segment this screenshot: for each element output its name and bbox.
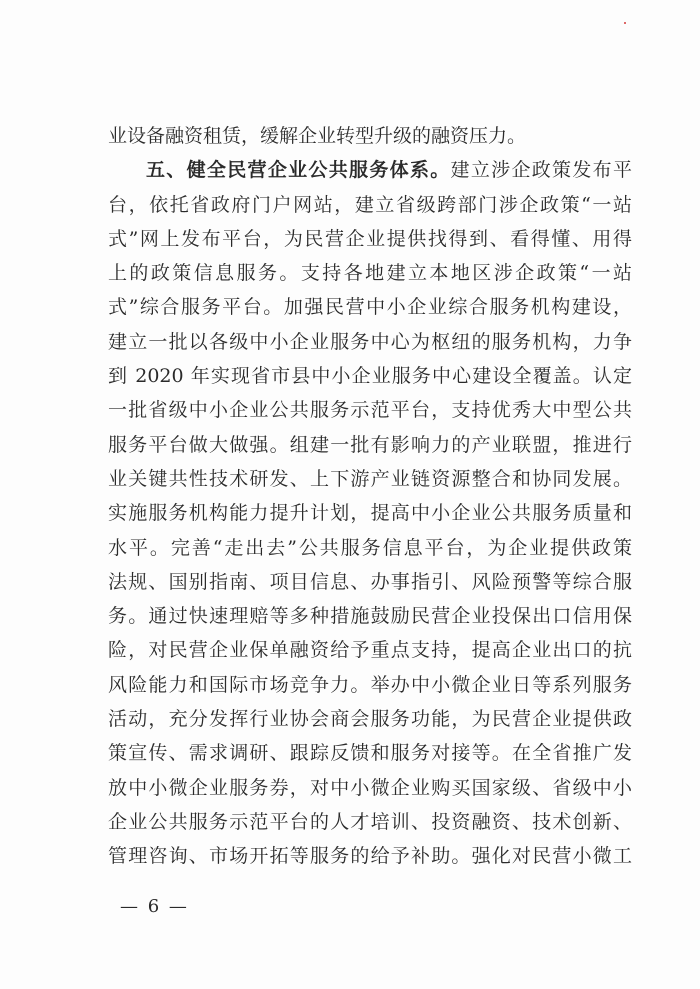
text-line: 建立一批以各级中小企业服务中心为枢纽的服务机构，力争 — [108, 330, 632, 353]
text-line: 到 2020 年实现省市县中小企业服务中心建设全覆盖。认定 — [108, 365, 632, 388]
text-line: 台，依托省政府门户网站，建立省级跨部门涉企政策“一站 — [108, 193, 632, 216]
text-line: 风险能力和国际市场竞争力。举办中小微企业日等系列服务 — [108, 673, 632, 696]
section-first-line-rest: 建立涉企政策发布平 — [450, 159, 632, 182]
text-line: 管理咨询、市场开拓等服务的给予补助。强化对民营小微工 — [108, 845, 632, 868]
section-heading: 五、健全民营企业公共服务体系。 — [146, 159, 451, 182]
text-line: 服务平台做大做强。组建一批有影响力的产业联盟，推进行 — [108, 433, 632, 456]
text-line: 险，对民营企业保单融资给予重点支持，提高企业出口的抗 — [108, 639, 632, 662]
text-line: 一批省级中小企业公共服务示范平台，支持优秀大中型公共 — [108, 399, 632, 422]
text-line: 水平。完善“走出去”公共服务信息平台，为企业提供政策 — [108, 536, 632, 559]
text-line: 务。通过快速理赔等多种措施鼓励民营企业投保出口信用保 — [108, 605, 632, 628]
text-line: 式”网上发布平台，为民营企业提供找得到、看得懂、用得 — [108, 227, 632, 250]
text-line: 法规、国别指南、项目信息、办事指引、风险预警等综合服 — [108, 570, 632, 593]
text-line: 式”综合服务平台。加强民营中小企业综合服务机构建设， — [108, 296, 632, 319]
text-line: 上的政策信息服务。支持各地建立本地区涉企政策“一站 — [108, 262, 632, 285]
body-text — [108, 119, 632, 874]
section-first-line — [108, 153, 632, 187]
text-line: 企业公共服务示范平台的人才培训、投资融资、技术创新、 — [108, 810, 632, 833]
text-line: 业关键共性技术研发、上下游产业链资源整合和协同发展。 — [108, 467, 632, 490]
text-line: 策宣传、需求调研、跟踪反馈和服务对接等。在全省推广发 — [108, 742, 632, 765]
page-number: — 6 — — [120, 896, 189, 917]
text-line: 活动，充分发挥行业协会商会服务功能，为民营企业提供政 — [108, 708, 632, 731]
text-line: 业设备融资租赁，缓解企业转型升级的融资压力。 — [108, 125, 527, 147]
red-dot-mark — [624, 22, 626, 24]
text-line: 放中小微企业服务券，对中小微企业购买国家级、省级中小 — [108, 776, 632, 799]
text-line: 实施服务机构能力提升计划，提高中小企业公共服务质量和 — [108, 502, 632, 525]
